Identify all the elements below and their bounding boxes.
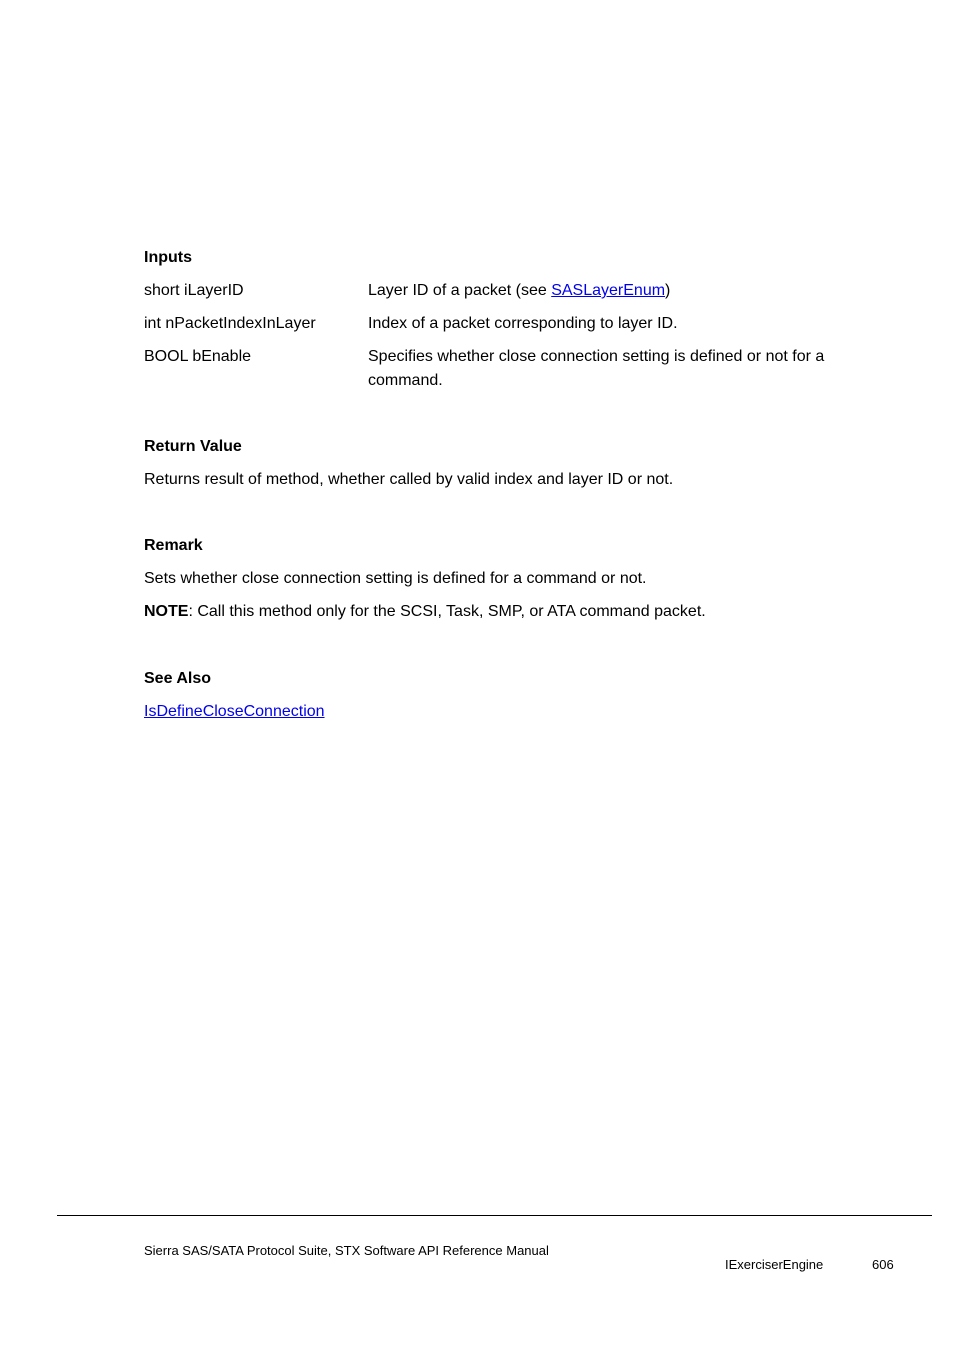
isdefinecloseconnection-link[interactable]: IsDefineCloseConnection — [144, 703, 325, 720]
footer-section: IExerciserEngine — [725, 1257, 824, 1272]
return-value-heading: Return Value — [144, 438, 242, 455]
param-name-ilayerid: short iLayerID — [144, 282, 244, 299]
footer-manual-title: Sierra SAS/SATA Protocol Suite, STX Software API Reference Manual — [144, 1243, 549, 1258]
remark-note — [144, 600, 904, 624]
param-desc-text-end: ) — [665, 282, 671, 299]
param-desc-text: Layer ID of a packet (see — [368, 282, 552, 299]
remark-text: Sets whether close connection setting is defined for a command or not. — [144, 570, 647, 587]
footer-page-number: 606 — [872, 1257, 894, 1272]
return-value-text: Returns result of method, whether called by valid index and layer ID or not. — [144, 471, 674, 488]
saslayerenum-link[interactable]: SASLayerEnum — [551, 282, 666, 299]
footer-divider — [57, 1215, 932, 1216]
see-also-heading: See Also — [144, 670, 211, 687]
note-text: : Call this method only for the SCSI, Task, SMP, or ATA command packet. — [188, 603, 706, 620]
param-desc-npacketindexinlayer: Index of a packet corresponding to layer ID. — [368, 315, 678, 332]
see-also-links — [144, 700, 904, 724]
param-desc-benable: Specifies whether close connection setting is defined or not for a command. — [368, 348, 825, 389]
inputs-heading: Inputs — [144, 249, 192, 266]
remark-heading: Remark — [144, 537, 203, 554]
param-name-benable: BOOL bEnable — [144, 348, 252, 365]
param-name-npacketindexinlayer: int nPacketIndexInLayer — [144, 315, 316, 332]
param-desc-ilayerid — [368, 279, 888, 303]
note-label: NOTE — [144, 603, 189, 620]
